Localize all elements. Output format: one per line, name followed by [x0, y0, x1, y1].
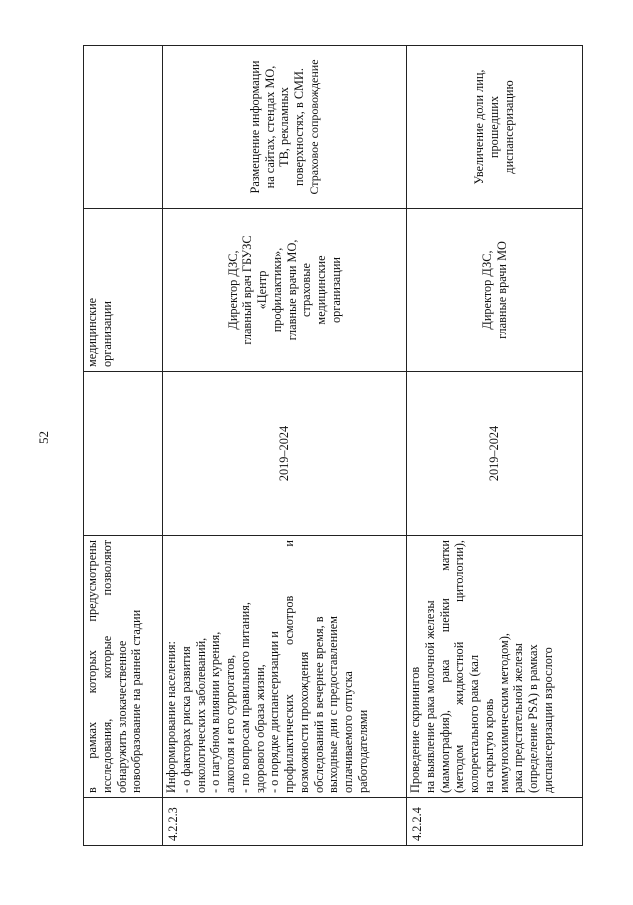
activity-line: колоректального рака (кал — [467, 654, 481, 793]
responsible-line: медицинские — [314, 255, 328, 325]
result-line: на сайтах, стендах МО, — [262, 65, 277, 189]
activity-line: - по вопросам правильного питания, — [237, 602, 252, 793]
measures-table — [83, 45, 583, 846]
responsible-cell — [163, 209, 407, 372]
result-cell — [163, 46, 407, 209]
activity-line: алкоголя и его суррогатов, — [223, 654, 237, 793]
result-line: Размещение информации — [247, 60, 262, 194]
activity-line: рака предстательной железы — [511, 643, 526, 793]
term-cell — [84, 372, 163, 536]
responsible-line: профилактики», — [269, 247, 284, 333]
activity-line: (маммография), рака шейки матки — [437, 540, 452, 793]
activity-line: здорового образа жизни, — [252, 664, 267, 793]
page-number: 52 — [36, 431, 51, 444]
activity-line: возможности прохождения — [296, 651, 311, 793]
activity-cell — [163, 536, 407, 798]
activity-line: в рамках которых предусмотрены — [85, 540, 99, 793]
row-number: 4.2.2.3 — [163, 798, 407, 846]
activity-line: оплачиваемого отпуска — [341, 671, 355, 793]
activity-cell — [84, 536, 163, 798]
table-row — [163, 46, 407, 846]
activity-line: - о факторах риска развития — [178, 646, 193, 793]
responsible-line: организации — [99, 300, 114, 367]
activity-line: - о порядке диспансеризации и — [267, 631, 282, 793]
activity-line: - о пагубном влиянии курения, — [208, 631, 223, 793]
responsible-line: страховые — [299, 263, 314, 317]
activity-line: (определение PSA) в рамках — [526, 644, 540, 793]
activity-line: обследований в вечернее время, в — [311, 616, 326, 793]
activity-line: (методом жидкостной цитологии), — [452, 540, 467, 793]
rotated-table-wrapper — [83, 46, 583, 846]
result-cell — [84, 46, 163, 209]
activity-line: иммунохимическим методом), — [496, 633, 511, 793]
activity-line: Проведение скринингов — [408, 666, 422, 793]
result-line: Страховое сопровождение — [306, 59, 321, 195]
responsible-line: главные врачи МО — [494, 241, 509, 339]
table-row — [84, 46, 163, 846]
activity-line: на выявление рака молочной железы — [422, 600, 437, 793]
term-cell: 2019–2024 — [163, 372, 407, 536]
activity-line: новообразование на ранней стадии — [129, 609, 144, 793]
activity-cell — [407, 536, 583, 798]
result-cell — [407, 46, 583, 209]
activity-line: выходные дни с предоставлением — [326, 615, 341, 793]
responsible-line: главный врач ГБУЗС — [240, 235, 255, 345]
activity-line: обнаружить злокачественное — [114, 640, 129, 793]
activity-line: работодателями — [355, 709, 370, 793]
responsible-cell — [407, 209, 583, 372]
row-number — [84, 798, 163, 846]
result-line: Увеличение доли лиц, — [472, 69, 487, 185]
activity-line: на скрытую кровь — [481, 698, 496, 793]
row-number: 4.2.2.4 — [407, 798, 583, 846]
result-line: ТВ, рекламных — [277, 87, 292, 167]
activity-line: онкологических заболеваний, — [193, 637, 208, 793]
responsible-line: Директор ДЗС, — [225, 250, 240, 330]
table-row — [407, 46, 583, 846]
responsible-cell — [84, 209, 163, 372]
activity-line: исследования, которые позволяют — [99, 540, 114, 793]
responsible-line: Директор ДЗС, — [479, 250, 494, 330]
responsible-line: организации — [328, 256, 343, 324]
responsible-line: главные врачи МО, — [284, 239, 299, 341]
activity-line: Информирование населения: — [164, 641, 178, 793]
activity-line: диспансеризации взрослого — [540, 647, 555, 793]
activity-line: профилактических осмотров и — [282, 540, 296, 793]
responsible-line: «Центр — [255, 270, 269, 310]
result-line: прошедших — [487, 95, 502, 159]
result-line: диспансеризацию — [501, 80, 516, 174]
result-line: поверхностях, в СМИ. — [292, 68, 307, 186]
responsible-line: медицинские — [85, 297, 99, 367]
term-cell: 2019–2024 — [407, 372, 583, 536]
